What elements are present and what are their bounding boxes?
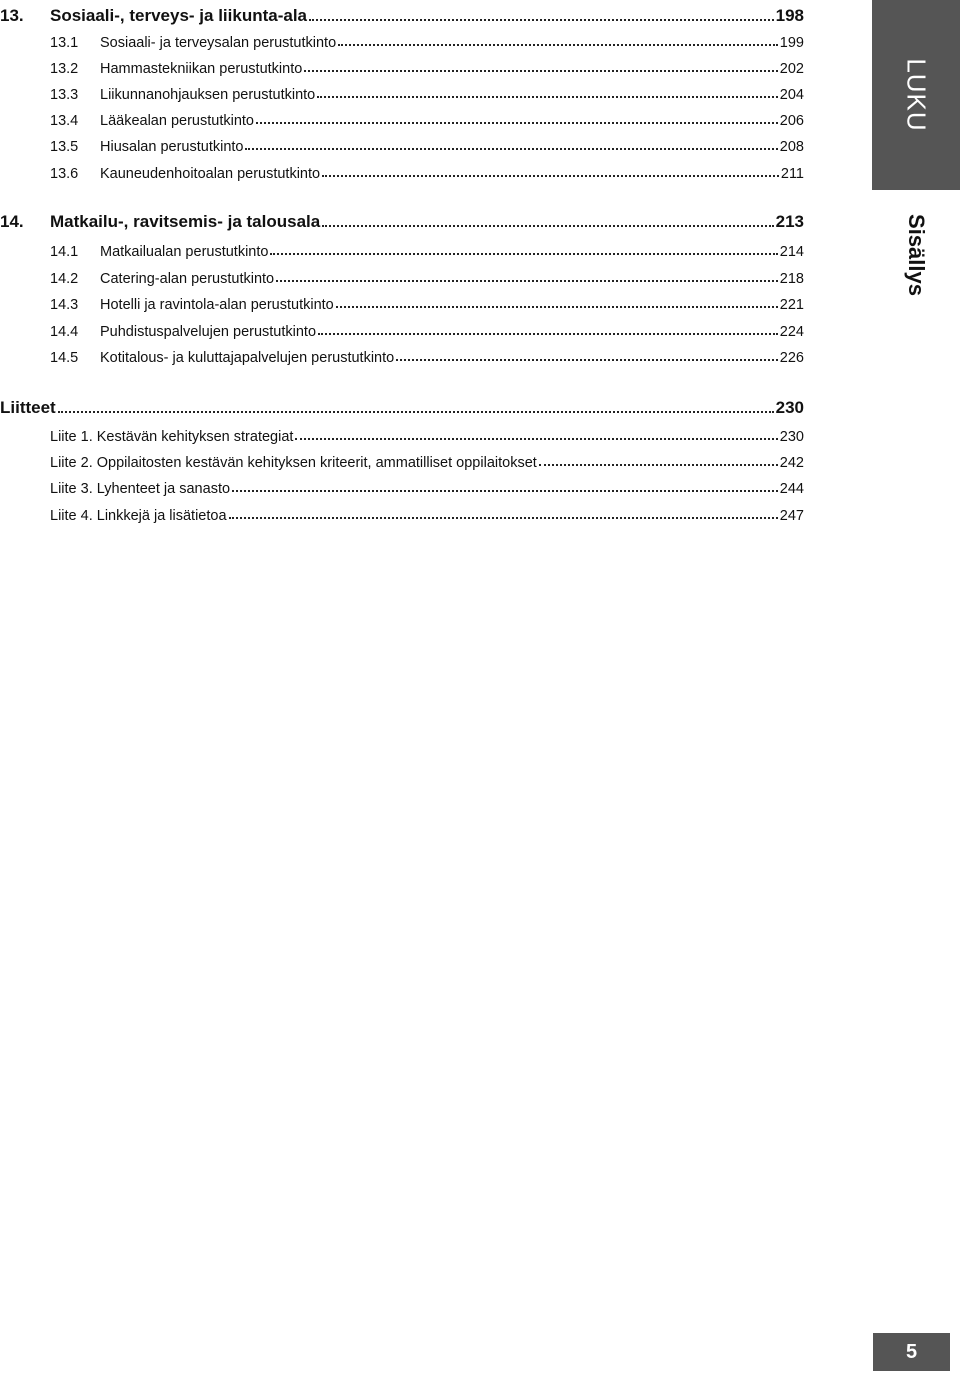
toc-number: 13. [0, 6, 24, 25]
toc-liite-1[interactable] [50, 419, 804, 445]
toc-item-14-1[interactable] [50, 234, 804, 260]
toc-number: 13.3 [50, 87, 79, 103]
toc-title: Catering-alan perustutkinto [100, 271, 275, 287]
dot-leader [256, 122, 778, 124]
dot-leader [304, 70, 778, 72]
toc-page: 214 [779, 244, 804, 260]
toc-page: 221 [779, 297, 804, 313]
toc-item-14-5[interactable] [50, 340, 804, 366]
toc-page: 202 [779, 61, 804, 77]
dot-leader [232, 490, 778, 492]
toc-title: Liite 2. Oppilaitosten kestävän kehityksen kriteerit, ammatilliset oppilaitokset [50, 455, 537, 471]
toc-title: Hotelli ja ravintola-alan perustutkinto [100, 297, 334, 313]
toc-number: 13.5 [50, 139, 79, 155]
toc-title: Matkailu-, ravitsemis- ja talousala [50, 212, 321, 231]
toc-number: 14.3 [50, 297, 79, 313]
toc-title: Liite 4. Linkkejä ja lisätietoa [50, 508, 227, 524]
toc-title: Sosiaali-, terveys- ja liikunta-ala [50, 6, 308, 25]
page-number: 5 [873, 1333, 950, 1371]
side-tab-label: Sisällys [904, 214, 929, 296]
toc-title: Hammastekniikan perustutkinto [100, 61, 303, 77]
toc-title: Liitteet [0, 398, 56, 417]
toc-item-13-1[interactable] [50, 25, 804, 51]
toc-number: 14.1 [50, 244, 79, 260]
toc-title: Kauneudenhoitoalan perustutkinto [100, 166, 321, 182]
toc-liite-3[interactable] [50, 471, 804, 497]
toc-page: 218 [779, 271, 804, 287]
toc-liite-2[interactable] [50, 445, 804, 471]
toc-chapter-14[interactable] [0, 206, 804, 232]
toc-page: 199 [779, 35, 804, 51]
toc-chapter-13[interactable] [0, 0, 804, 26]
toc-number: 13.1 [50, 35, 79, 51]
dot-leader [539, 464, 778, 466]
toc-number: 14.4 [50, 324, 79, 340]
dot-leader [58, 411, 774, 413]
toc-page: 230 [775, 398, 804, 417]
toc-page: 247 [779, 508, 804, 524]
dot-leader [295, 438, 777, 440]
toc-page: 242 [779, 455, 804, 471]
toc-liite-4[interactable] [50, 498, 804, 524]
dot-leader [270, 253, 777, 255]
side-tab-label: LUKU [901, 58, 932, 132]
dot-leader [322, 225, 773, 227]
dot-leader [336, 306, 778, 308]
dot-leader [309, 19, 774, 21]
toc-page: 230 [779, 429, 804, 445]
toc-number: 13.2 [50, 61, 79, 77]
toc-item-13-5[interactable] [50, 129, 804, 155]
side-tab-luku[interactable] [872, 0, 960, 190]
toc-item-13-3[interactable] [50, 77, 804, 103]
toc-page: 224 [779, 324, 804, 340]
toc-title: Matkailualan perustutkinto [100, 244, 269, 260]
toc-title: Liite 3. Lyhenteet ja sanasto [50, 481, 231, 497]
toc-number: 14.2 [50, 271, 79, 287]
toc-page: 211 [780, 166, 804, 182]
toc-liitteet[interactable] [0, 392, 804, 418]
toc-number: 13.4 [50, 113, 79, 129]
toc-item-13-4[interactable] [50, 103, 804, 129]
dot-leader [396, 359, 778, 361]
toc-item-14-3[interactable] [50, 287, 804, 313]
toc-title: Liite 1. Kestävän kehityksen strategiat [50, 429, 294, 445]
toc-item-14-4[interactable] [50, 314, 804, 340]
toc-title: Lääkealan perustutkinto [100, 113, 254, 129]
toc-number: 13.6 [50, 166, 79, 182]
toc-title: Liikunnanohjauksen perustutkinto [100, 87, 316, 103]
toc-number: 14.5 [50, 350, 79, 366]
dot-leader [317, 96, 778, 98]
toc-page: 213 [775, 212, 804, 231]
toc-title: Kotitalous- ja kuluttajapalvelujen perustutkinto [100, 350, 395, 366]
dot-leader [276, 280, 778, 282]
dot-leader [229, 517, 778, 519]
dot-leader [318, 333, 778, 335]
toc-item-13-6[interactable] [50, 156, 804, 182]
toc-title: Sosiaali- ja terveysalan perustutkinto [100, 35, 337, 51]
toc-page: 198 [775, 6, 804, 25]
dot-leader [245, 148, 777, 150]
dot-leader [338, 44, 778, 46]
toc-title: Puhdistuspalvelujen perustutkinto [100, 324, 317, 340]
toc-number: 14. [0, 212, 24, 231]
dot-leader [322, 175, 779, 177]
toc-page: 204 [779, 87, 804, 103]
toc-item-14-2[interactable] [50, 261, 804, 287]
toc-page: 208 [779, 139, 804, 155]
toc-page: 244 [779, 481, 804, 497]
toc-page: 206 [779, 113, 804, 129]
side-tab-sisallys[interactable] [872, 205, 960, 305]
toc-page: 226 [779, 350, 804, 366]
toc-item-13-2[interactable] [50, 51, 804, 77]
toc-title: Hiusalan perustutkinto [100, 139, 244, 155]
